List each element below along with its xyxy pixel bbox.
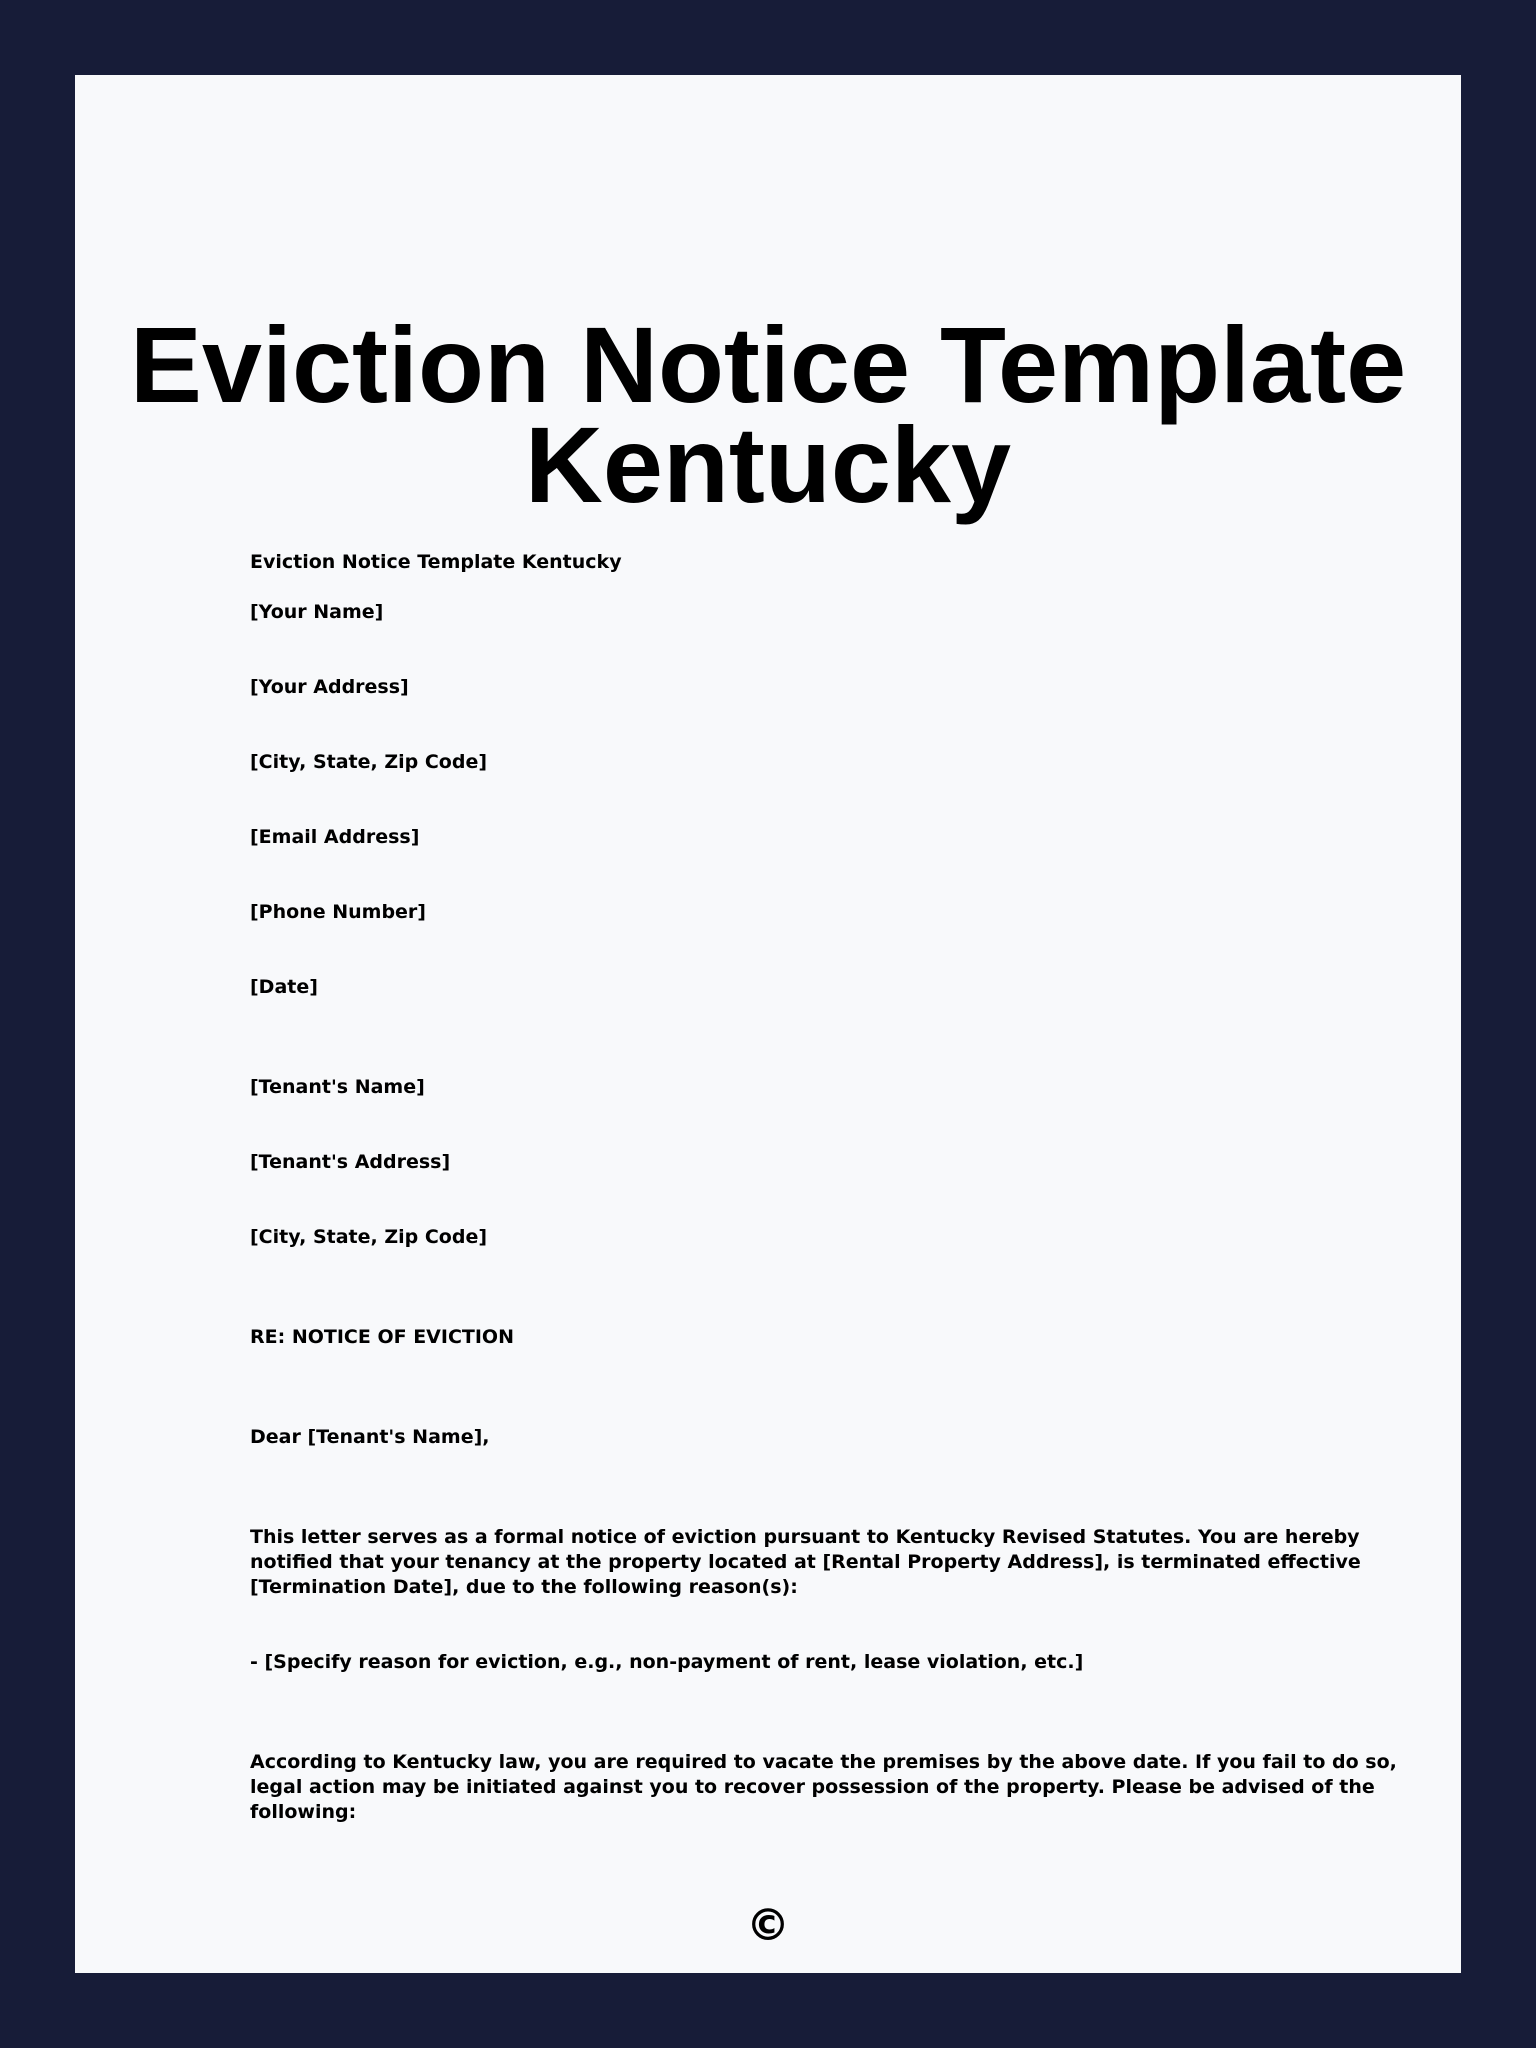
paragraph-1-line-3: [Termination Date], due to the following reason(s): [250, 1576, 798, 1598]
sender-city-state-zip: [City, State, Zip Code] [250, 751, 488, 773]
reason-list-item: - [Specify reason for eviction, e.g., non-payment of rent, lease violation, etc.] [250, 1651, 1084, 1673]
paragraph-2-line-2: legal action may be initiated against you to recover possession of the property. Please be advised of the [250, 1776, 1375, 1798]
letter-heading: Eviction Notice Template Kentucky [250, 551, 622, 573]
paragraph-2-line-3: following: [250, 1801, 357, 1823]
paragraph-1-line-2: notified that your tenancy at the property located at [Rental Property Address], is terminated effective [250, 1551, 1361, 1573]
document-page [75, 75, 1461, 1973]
document-title [75, 304, 1461, 525]
copyright-icon: © [746, 1900, 790, 1951]
paragraph-1-line-1: This letter serves as a formal notice of eviction pursuant to Kentucky Revised Statutes. You are hereby [250, 1526, 1360, 1548]
paragraph-2-line-1: According to Kentucky law, you are required to vacate the premises by the above date. If you fail to do so, [250, 1751, 1397, 1773]
sender-email: [Email Address] [250, 826, 420, 848]
title-line-1: Eviction Notice Template [129, 304, 1407, 425]
sender-address: [Your Address] [250, 676, 409, 698]
sender-name: [Your Name] [250, 601, 384, 623]
recipient-name: [Tenant's Name] [250, 1076, 425, 1098]
letter-date: [Date] [250, 976, 318, 998]
recipient-address: [Tenant's Address] [250, 1151, 451, 1173]
title-line-2: Kentucky [524, 404, 1012, 525]
recipient-city-state-zip: [City, State, Zip Code] [250, 1226, 488, 1248]
salutation: Dear [Tenant's Name], [250, 1426, 490, 1448]
re-line: RE: NOTICE OF EVICTION [250, 1326, 514, 1348]
sender-phone: [Phone Number] [250, 901, 426, 923]
